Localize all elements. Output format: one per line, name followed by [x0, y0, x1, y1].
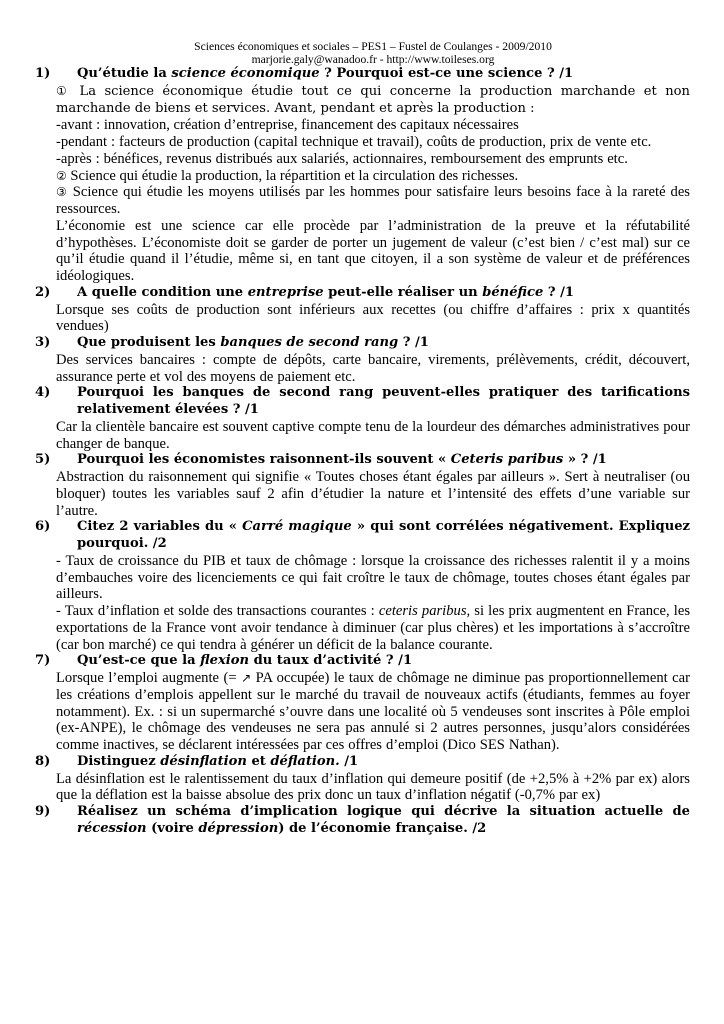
answer-6-inflation-solde: - Taux d’inflation et solde des transactions courantes : ceteris paribus, si les prix augmentent en France, les exportations de la France vont avoir tendance à diminuer (car plus chères) et les importations à s’accroître (car bon marché) ce qui tendra à générer un déficit de la balance courante.: [56, 603, 690, 653]
answer-6-pib-chomage: - Taux de croissance du PIB et taux de chômage : lorsque la croissance des richesses ralentit il y a moins d’embauches voire des licenciements ce qui fait croître le taux de chômage, toutes choses étant égales par ailleurs.: [56, 552, 690, 603]
question-6: 6) Citez 2 variables du « Carré magique » qui sont corrélées négativement. Expliquez pourquoi. /2: [35, 519, 690, 551]
question-4: 4) Pourquoi les banques de second rang peuvent-elles pratiquer des tarifications relativement élevées ? /1: [35, 385, 690, 417]
answer-2: Lorsque ses coûts de production sont inférieurs aux recettes (ou chiffre d’affaires : prix x quantités vendues): [56, 301, 690, 335]
document-body: [35, 66, 690, 838]
page-header: [56, 40, 690, 66]
header-contact-line: marjorie.galy@wanadoo.fr - http://www.toileses.org: [251, 53, 495, 66]
answer-5: Abstraction du raisonnement qui signifie « Toutes choses étant égales par ailleurs ». Sert à neutraliser (ou bloquer) toutes les variables sauf 2 afin d’étudier la nature et l’intensité des effets d’une variable sur l’autre.: [56, 469, 690, 519]
question-7: 7) Qu’est-ce que la flexion du taux d’activité ? /1: [35, 653, 413, 669]
question-1: 1) Qu’étudie la science économique ? Pourquoi est-ce une science ? /1: [35, 66, 574, 81]
answer-1-avant: -avant : innovation, création d’entreprise, financement des capitaux nécessaires: [56, 117, 519, 134]
answer-8: La désinflation est le ralentissement du taux d’inflation qui demeure positif (de +2,5% à +2% par ex) alors que la déflation est la baisse absolue des prix donc un taux d’inflation négatif (-0,7% par ex): [56, 770, 690, 804]
question-5: 5) Pourquoi les économistes raisonnent-ils souvent « Ceteris paribus » ? /1: [35, 452, 607, 468]
circled-three-icon: ③: [56, 185, 68, 200]
answer-1-apres: -après : bénéfices, revenus distribués aux salariés, actionnaires, remboursement des emprunts etc.: [56, 150, 628, 167]
answer-4: Car la clientèle bancaire est souvent captive compte tenu de la lourdeur des démarches administratives pour changer de banque.: [56, 418, 690, 452]
document-page: [35, 40, 690, 838]
question-8: 8) Distinguez désinflation et déflation. /1: [35, 753, 359, 769]
answer-7: Lorsque l’emploi augmente (= ↗ PA occupée) le taux de chômage ne diminue pas proportionnellement car les créations d’emplois appellent sur le marché du travail de nouveaux actifs (étudiants, femmes au foyer notamment). Ex. : si un supermarché s’ouvre dans une localité où 5 vendeuses sont inscrites à Pôle emploi (ex-ANPE), le chômage des vendeuses ne sera pas annulé si 2 autres personnes, jusqu’alors considérées comme inactives, se déclarent intéressées par ces offres d’emploi (Dico SES Nathan).: [56, 670, 690, 753]
arrow-up-right-icon: ↗: [241, 671, 252, 685]
question-2: 2) A quelle condition une entreprise peut-elle réaliser un bénéfice ? /1: [35, 284, 575, 300]
circled-two-icon: ②: [56, 168, 67, 183]
header-course-line: Sciences économiques et sociales – PES1 – Fustel de Coulanges - 2009/2010: [194, 40, 552, 53]
answer-1-definition-2: ② Science qui étudie la production, la répartition et la circulation des richesses.: [56, 167, 519, 184]
answer-1-paragraph: ① La science économique étudie tout ce qui concerne la production marchande et non marchande de biens et services. Avant, pendant et après la production :: [56, 83, 690, 116]
circled-one-icon: ①: [56, 83, 72, 98]
answer-1-science: L’économie est une science car elle procède par l’administration de la preuve et la réfutabilité d’hypothèses. L’économiste doit se garder de porter un jugement de valeur (c’est bien / c’est mal) sur ce qu’il étudie quand il l’étudie, même si, en tant que citoyen, il a son système de valeur et de préférences idéologiques.: [56, 217, 690, 284]
answer-1-definition-3: ③ Science qui étudie les moyens utilisés par les hommes pour satisfaire leurs besoins face à la rareté des ressources.: [56, 184, 690, 217]
question-9: 9) Réalisez un schéma d’implication logique qui décrive la situation actuelle de récession (voire dépression) de l’économie française. /2: [35, 804, 690, 836]
question-3: 3) Que produisent les banques de second rang ? /1: [35, 335, 429, 350]
answer-1-pendant: -pendant : facteurs de production (capital technique et travail), coûts de production, prix de vente etc.: [56, 134, 652, 150]
answer-3: Des services bancaires : compte de dépôts, carte bancaire, virements, prélèvements, crédit, découvert, assurance perte et vol des moyens de paiement etc.: [56, 351, 690, 385]
